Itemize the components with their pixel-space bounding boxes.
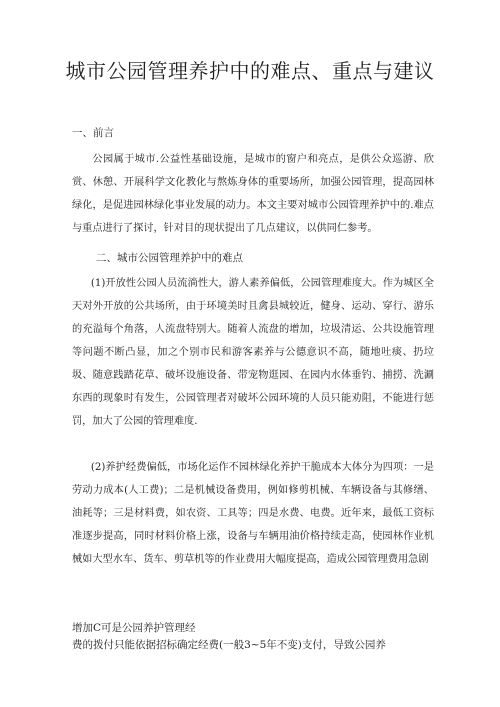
tail-line-1: 增加C可是公园养护管理经	[72, 622, 196, 634]
tail-line-2: 费的拨付只能依据招标确定经费(一般3~5年不变)支付，导致公园养	[72, 639, 386, 651]
paragraph-difficulty-2: (2)养护经费偏低，市场化运作不园林绿化养护干脆成本大体分为四项：一是劳动力成本(人工费)；二是机械设备费用，例如修剪机械、车辆设备与其修缮、油耗等；三是材料费，如农资、工具等；四是水费、电费。近年来，最低工资标准逐步提高，同时材料价格上涨，设备与车辆用油价格持续走高，使园林作业机械如大型水车、货车、剪草机等的作业费用大幅度提高，造成公园管理费用急剧	[72, 462, 434, 565]
paragraph-difficulty-1: (1)开放性公园人员流淌性大，游人素养偏低，公园管理难度大。作为城区全天对外开放的公共场所，由于环境美时且禽县城较近，健身、运动、穿行、游乐的充溢每个角落，人流盘特别大。随着人流盘的增加，垃圾清运、公共设施管理等问题不断凸显，加之个别市民和游客素养与公德意识不高，随地吐痰、扔垃圾、随意践踏花草、破坏设施设备、带宠物逛园、在园内水体垂钓、捕捞、洗涮东西的现象时有发生，公园管理者对破坏公园环境的人员只能劝阻，不能进行惩罚，加大了公园的管理难度.	[72, 278, 434, 427]
section-heading-preface: 一、前言	[72, 127, 114, 139]
section-heading-difficulties: 二、城市公园管理养护中的难点	[96, 252, 243, 264]
document-title: 城市公园管理养护中的难点、重点与建议	[65, 59, 435, 83]
paragraph-preface: 公园属于城市.公益性基础设施，是城市的窗户和亮点，是供公众巡游、欣赏、休憩、开展科学文化教化与熬炼身体的重要场所，加强公园管理，提高园林绿化，是促进园林绿化事业发展的动力。本文主要对城市公园管理养护中的.难点与重点进行了探讨，针对目的现状提出了几点建议，以供同仁参考。	[72, 154, 434, 234]
